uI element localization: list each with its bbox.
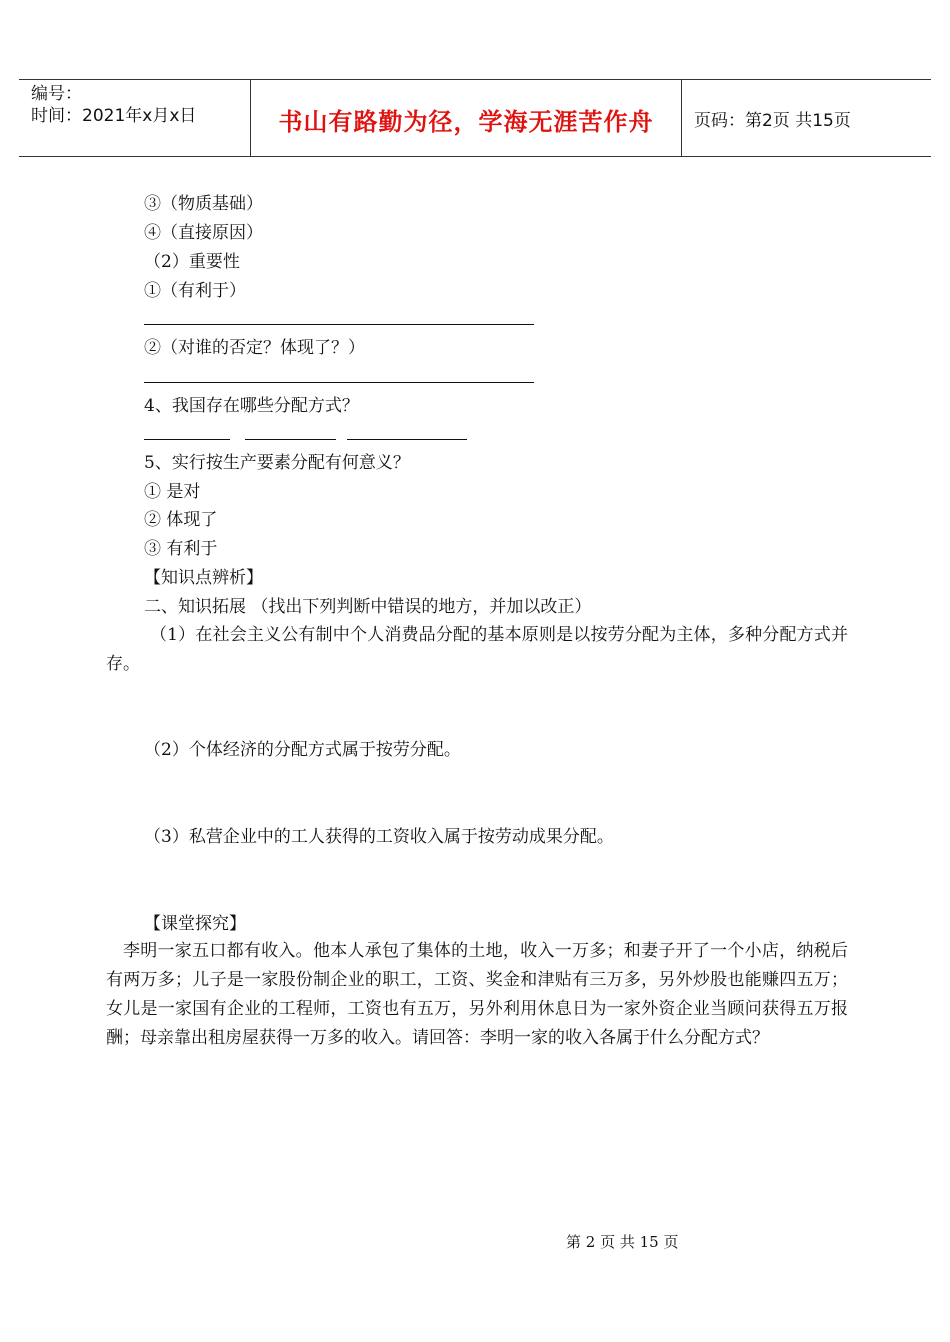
header-motto-cell — [251, 80, 682, 156]
document-time-label: 时间：2021年x月x日 — [31, 106, 197, 126]
answer-blank-q4-c — [347, 439, 467, 440]
answer-blank-1 — [144, 324, 534, 325]
header-page-code: 页码：第2页 共15页 — [694, 111, 851, 131]
header-motto: 书山有路勤为径，学海无涯苦作舟 — [278, 108, 654, 136]
answer-blank-q4-a — [144, 439, 230, 440]
explore-heading: 【课堂探究】 — [144, 914, 246, 934]
judgement-1: （1）在社会主义公有制中个人消费品分配的基本原则是以按劳分配为主体，多种分配方式并存。 — [106, 625, 848, 674]
explore-text: 李明一家五口都有收入。他本人承包了集体的土地，收入一万多；和妻子开了一个小店，纳税后有两万多；儿子是一家股份制企业的职工，工资、奖金和津贴有三万多，另外炒股也能赚四五万；女儿是一家国有企业的工程师，工资也有五万，另外利用休息日为一家外资企业当顾问获得五万报酬；母亲靠出租房屋获得一万多的收入。请回答：李明一家的收入各属于什么分配方式？ — [106, 941, 848, 1048]
question-5-item-2: ② 体现了 — [144, 510, 218, 530]
item-material-basis: ③（物质基础） — [144, 194, 263, 214]
page-footer: 第 2 页 共 15 页 — [566, 1233, 679, 1251]
answer-blank-q4-b — [245, 439, 336, 440]
question-5: 5、实行按生产要素分配有何意义？ — [144, 453, 410, 473]
knowledge-heading: 【知识点辨析】 — [144, 568, 263, 588]
importance-item-2: ②（对谁的否定？体现了？） — [144, 338, 365, 358]
judgement-2: （2）个体经济的分配方式属于按劳分配。 — [144, 740, 461, 760]
expand-heading: 二、知识拓展 （找出下列判断中错误的地方，并加以改正） — [144, 597, 592, 617]
question-4: 4、我国存在哪些分配方式？ — [144, 396, 359, 416]
question-5-item-3: ③ 有利于 — [144, 539, 218, 559]
header-info-cell — [19, 80, 251, 156]
page-header — [19, 79, 931, 157]
question-5-item-1: ① 是对 — [144, 482, 201, 502]
importance-item-1: ①（有利于） — [144, 281, 246, 301]
answer-blank-2 — [144, 382, 534, 383]
document-number-label: 编号： — [31, 84, 82, 104]
judgement-3: （3）私营企业中的工人获得的工资收入属于按劳动成果分配。 — [144, 827, 614, 847]
item-direct-cause: ④（直接原因） — [144, 223, 263, 243]
importance-heading: （2）重要性 — [144, 252, 240, 272]
header-page-cell — [682, 80, 931, 156]
